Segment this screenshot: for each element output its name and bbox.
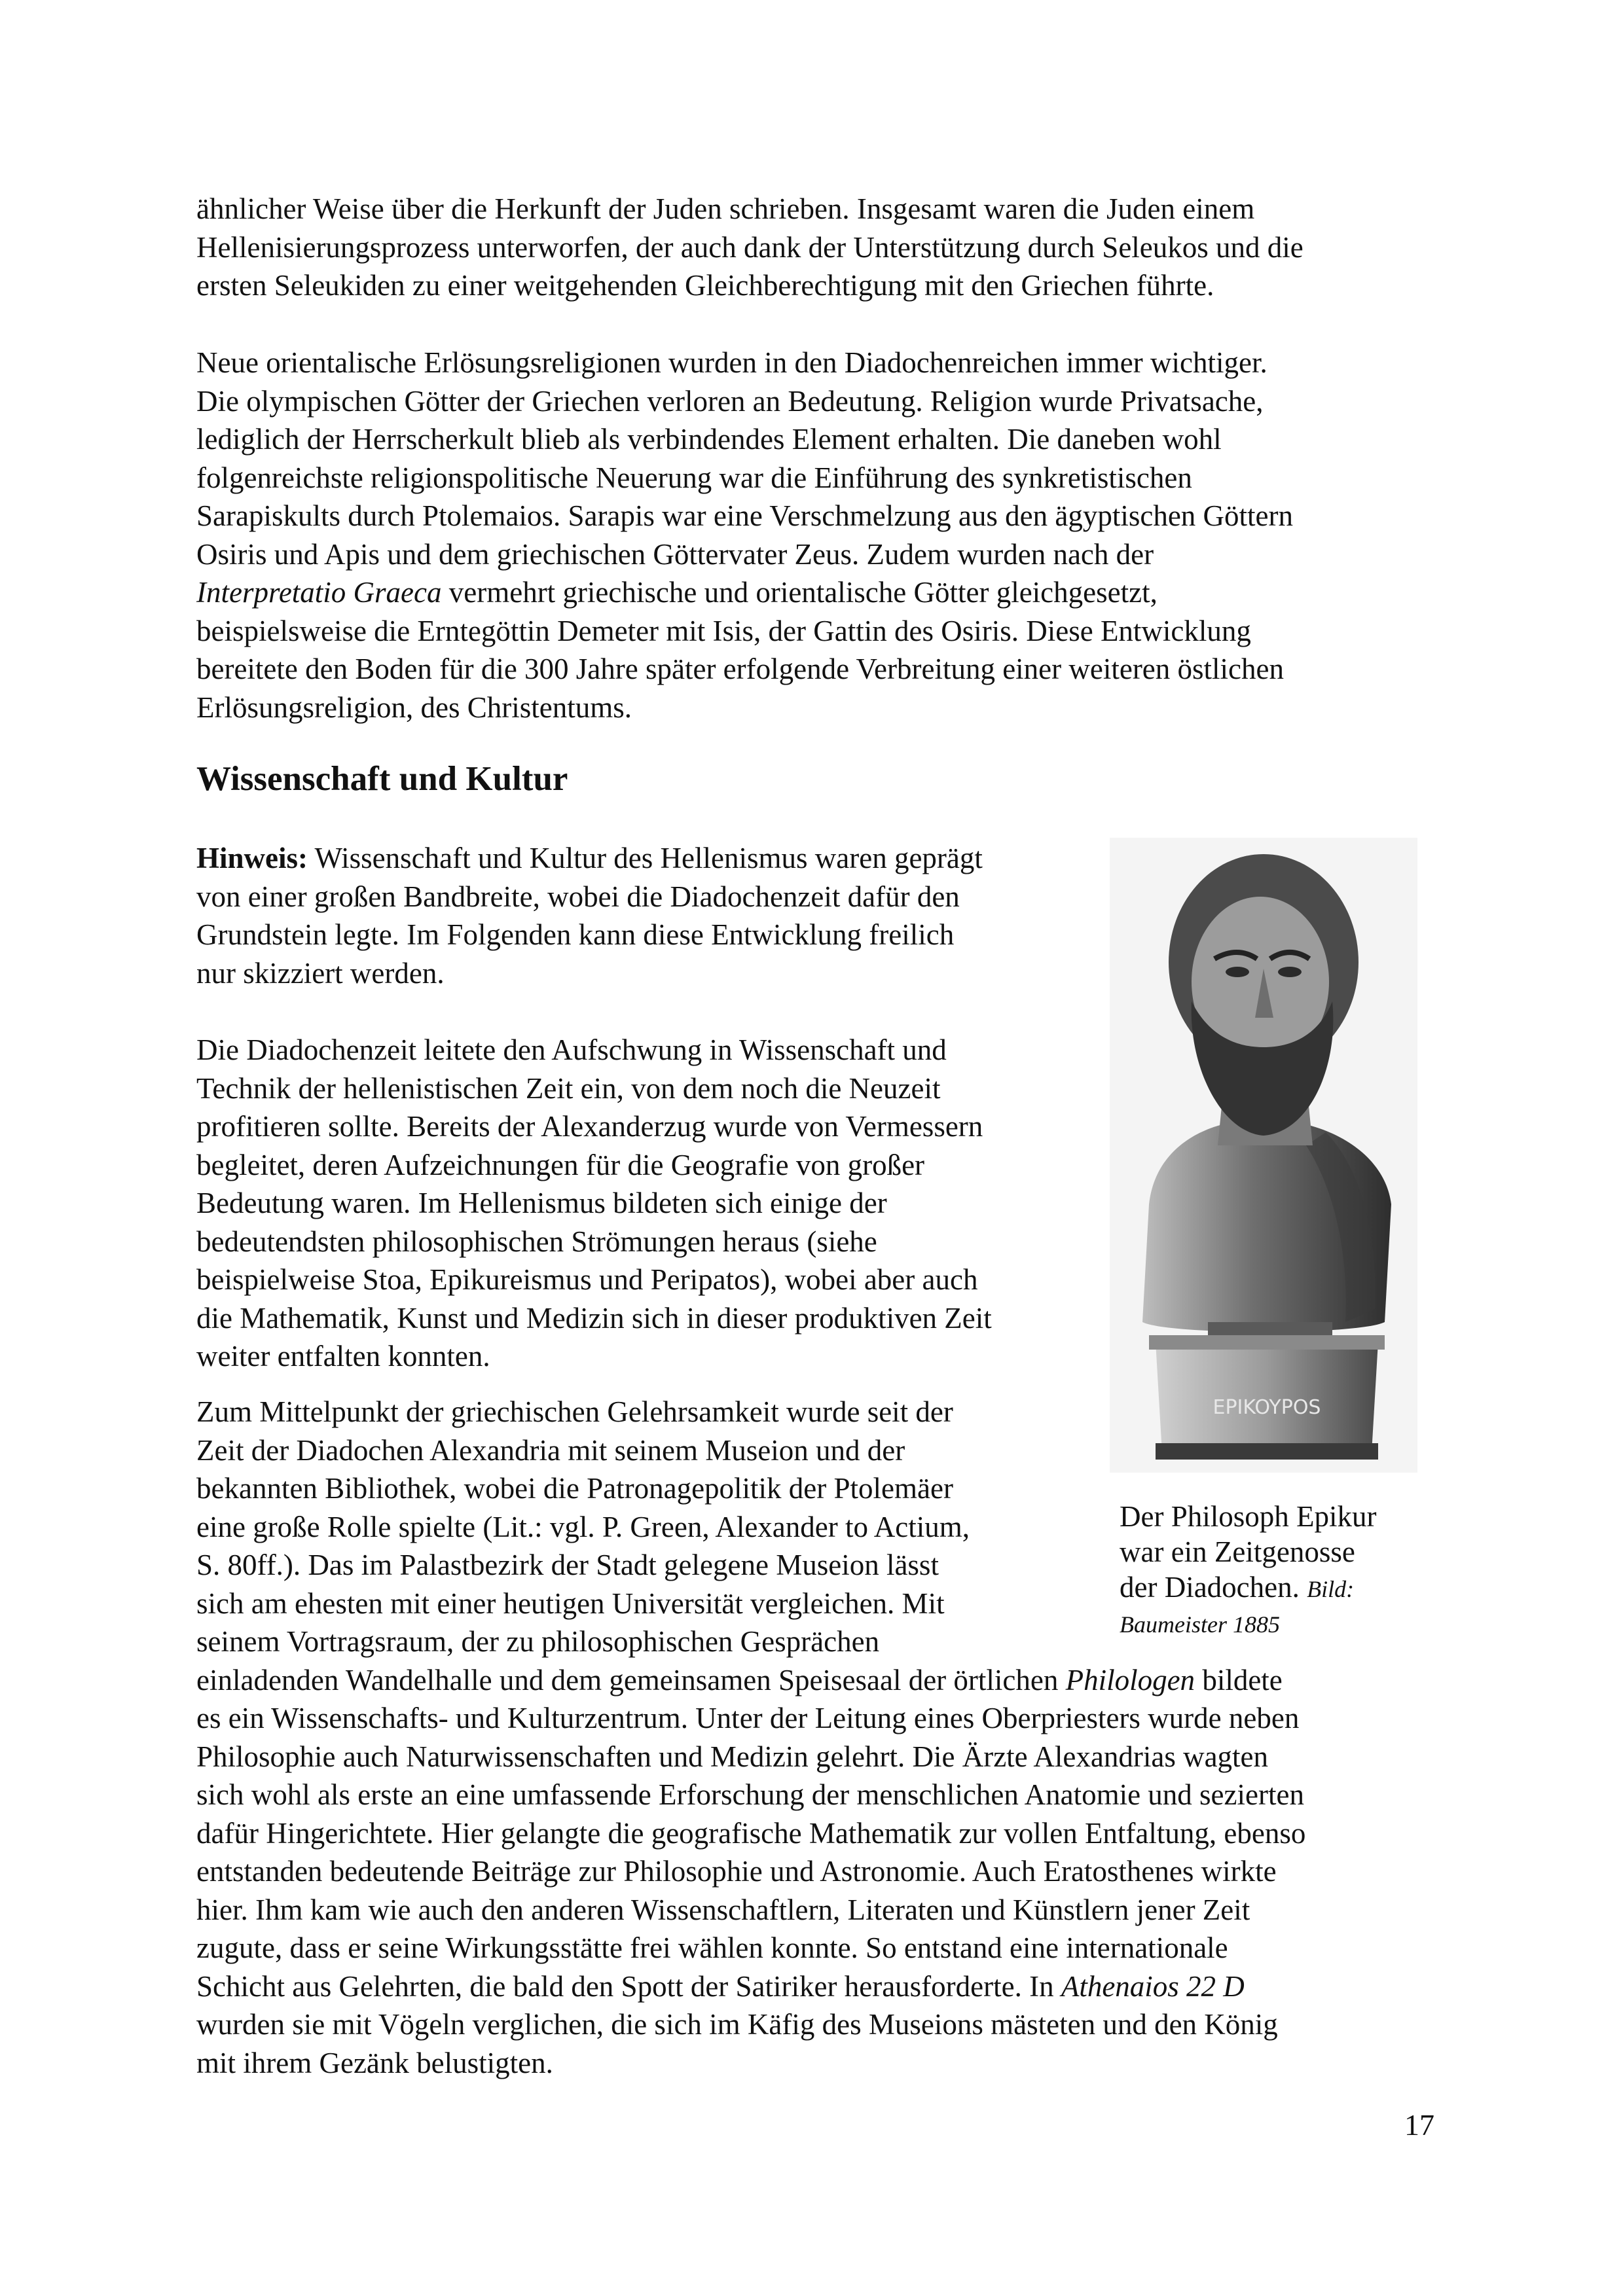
text-line: lediglich der Herrscherkult blieb als verbindendes Element erhalten. Die daneben wohl (196, 423, 1222, 456)
caption-line (1120, 1570, 1376, 1607)
text-line: begleitet, deren Aufzeichnungen für die Geografie von großer (196, 1148, 925, 1181)
text-line: beispielweise Stoa, Epikureismus und Peripatos), wobei aber auch (196, 1263, 978, 1296)
text-line: Erlösungsreligion, des Christentums. (196, 691, 632, 724)
text-line: die Mathematik, Kunst und Medizin sich in dieser produktiven Zeit (196, 1301, 992, 1335)
text-line: nur skizziert werden. (196, 956, 445, 990)
text-line: entstanden bedeutende Beiträge zur Philosophie und Astronomie. Auch Eratosthenes wirkte (196, 1855, 1277, 1888)
italic-term: Philologen (1065, 1663, 1195, 1696)
section-heading: Wissenschaft und Kultur (196, 760, 568, 798)
italic-term: Interpretatio Graeca (196, 576, 442, 609)
hinweis-label: Hinweis: (196, 842, 308, 874)
text-line: wurden sie mit Vögeln verglichen, die sich im Käfig des Museions mästeten und den König (196, 2008, 1278, 2041)
figure-caption (1120, 1499, 1376, 1642)
bust-inscription: EPIKOYPOS (1213, 1396, 1321, 1419)
paragraph-science (196, 1031, 992, 1376)
text-line: bekannten Bibliothek, wobei die Patronagepolitik der Ptolemäer (196, 1472, 953, 1505)
text-line: bereitete den Boden für die 300 Jahre später erfolgende Verbreitung einer weiteren östlichen (196, 653, 1285, 685)
text-span: vermehrt griechische und orientalische Götter gleichgesetzt, (441, 576, 1158, 609)
text-line: folgenreichste religionspolitische Neuerung war die Einführung des synkretistischen (196, 461, 1192, 494)
text-line: Technik der hellenistischen Zeit ein, von dem noch die Neuzeit (196, 1071, 941, 1105)
text-line: Die olympischen Götter der Griechen verloren an Bedeutung. Religion wurde Privatsache, (196, 384, 1264, 418)
caption-line: war ein Zeitgenosse (1120, 1535, 1355, 1568)
caption-text: der Diadochen. (1120, 1571, 1300, 1604)
bust-illustration (1110, 838, 1417, 1473)
text-span: Wissenschaft und Kultur des Hellenismus waren geprägt (308, 842, 983, 874)
image-credit: Bild: (1307, 1576, 1355, 1602)
text-line: dafür Hingerichtete. Hier gelangte die geografische Mathematik zur vollen Entfaltung, ebenso (196, 1816, 1306, 1850)
text-line: Osiris und Apis und dem griechischen Göttervater Zeus. Zudem wurden nach der (196, 537, 1154, 571)
text-line: ersten Seleukiden zu einer weitgehenden Gleichberechtigung mit den Griechen führte. (196, 269, 1214, 302)
text-line: Grundstein legte. Im Folgenden kann diese Entwicklung freilich (196, 918, 955, 951)
epicurus-bust-image (1110, 838, 1417, 1473)
text-line (196, 1661, 1305, 1700)
text-line (196, 839, 983, 878)
text-line: sich wohl als erste an eine umfassende Erforschung der menschlichen Anatomie und sezierten (196, 1778, 1304, 1811)
text-line: ähnlicher Weise über die Herkunft der Juden schrieben. Insgesamt waren die Juden einem (196, 192, 1255, 225)
text-line: Hellenisierungsprozess unterworfen, der auch dank der Unterstützung durch Seleukos und die (196, 230, 1304, 264)
text-line: Philosophie auch Naturwissenschaften und Medizin gelehrt. Die Ärzte Alexandrias wagten (196, 1740, 1269, 1773)
text-line: profitieren sollte. Bereits der Alexanderzug wurde von Vermessern (196, 1110, 983, 1143)
italic-term: Athenaios 22 D (1061, 1969, 1245, 2003)
paragraph-religions (196, 344, 1293, 726)
text-line: mit ihrem Gezänk belustigten. (196, 2046, 553, 2079)
image-credit: Baumeister 1885 (1120, 1611, 1280, 1638)
text-line: Zum Mittelpunkt der griechischen Gelehrsamkeit wurde seit der (196, 1395, 953, 1428)
paragraph-hinweis (196, 839, 983, 992)
text-span: Schicht aus Gelehrten, die bald den Spott der Satiriker herausforderte. In (196, 1969, 1061, 2003)
text-span: bildete (1195, 1663, 1283, 1696)
text-span: einladenden Wandelhalle und dem gemeinsamen Speisesaal der örtlichen (196, 1663, 1066, 1696)
text-line: Neue orientalische Erlösungsreligionen wurden in den Diadochenreichen immer wichtiger. (196, 346, 1267, 379)
text-line: seinem Vortragsraum, der zu philosophischen Gesprächen (196, 1625, 880, 1658)
text-line: hier. Ihm kam wie auch den anderen Wissenschaftlern, Literaten und Künstlern jener Zeit (196, 1893, 1250, 1926)
page-number: 17 (1404, 2108, 1434, 2142)
text-line: beispielsweise die Erntegöttin Demeter mit Isis, der Gattin des Osiris. Diese Entwicklung (196, 614, 1251, 647)
text-line: S. 80ff.). Das im Palastbezirk der Stadt gelegene Museion lässt (196, 1549, 939, 1581)
paragraph-alexandria (196, 1393, 1305, 2082)
text-line: bedeutendsten philosophischen Strömungen heraus (siehe (196, 1225, 877, 1258)
text-line: weiter entfalten konnten. (196, 1340, 490, 1372)
text-line: sich am ehesten mit einer heutigen Universität vergleichen. Mit (196, 1587, 945, 1620)
text-line: Bedeutung waren. Im Hellenismus bildeten sich einige der (196, 1187, 887, 1219)
text-line: zugute, dass er seine Wirkungsstätte frei wählen konnte. So entstand eine internationale (196, 1931, 1228, 1964)
caption-line: Der Philosoph Epikur (1120, 1500, 1377, 1533)
text-line (196, 573, 1293, 612)
text-line: Zeit der Diadochen Alexandria mit seinem Museion und der (196, 1433, 905, 1467)
text-line (196, 1967, 1305, 2006)
text-line: Sarapiskults durch Ptolemaios. Sarapis war eine Verschmelzung aus den ägyptischen Göttern (196, 499, 1294, 532)
text-line: von einer großen Bandbreite, wobei die Diadochenzeit dafür den (196, 880, 960, 913)
text-line: eine große Rolle spielte (Lit.: vgl. P. Green, Alexander to Actium, (196, 1510, 970, 1543)
text-line: es ein Wissenschafts- und Kulturzentrum. Unter der Leitung eines Oberpriesters wurde neben (196, 1702, 1300, 1734)
paragraph-jewish-hellenization (196, 190, 1304, 305)
text-line: Die Diadochenzeit leitete den Aufschwung in Wissenschaft und (196, 1033, 947, 1066)
